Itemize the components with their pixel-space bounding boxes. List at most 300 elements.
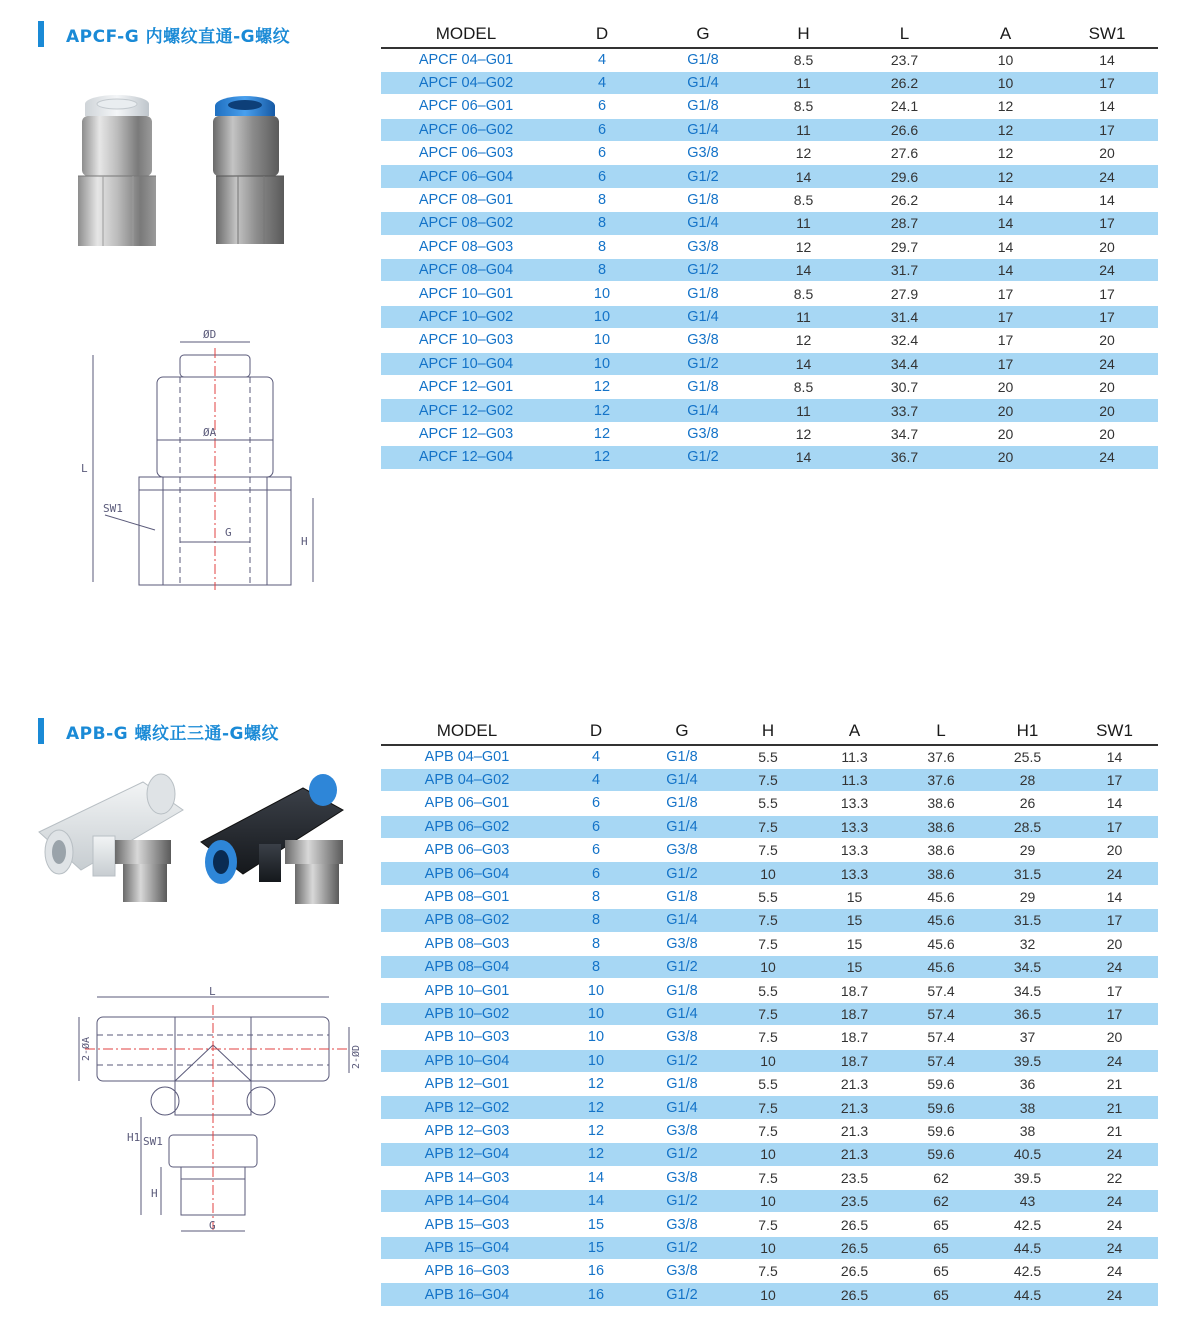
table-cell: 59.6 [898,1143,984,1166]
table-cell: 6 [551,165,653,188]
table-row [381,768,1158,791]
table-cell: 7.5 [725,1026,811,1049]
table-cell: 7.5 [725,1002,811,1025]
table-cell: 14 [955,212,1056,235]
drawing-label-sw1: SW1 [143,1135,163,1148]
table-row [381,305,1158,328]
table-cell: G1/8 [639,1072,725,1095]
table-cell: 11.3 [811,745,898,768]
table-cell: 5.5 [725,885,811,908]
table-cell: 8.5 [753,95,854,118]
table-cell: 5.5 [725,979,811,1002]
table-cell: 4 [551,48,653,71]
table-cell: 21 [1071,1072,1158,1095]
table-cell: G1/4 [639,768,725,791]
table-cell: 45.6 [898,932,984,955]
table-cell: 57.4 [898,1002,984,1025]
table-row [381,932,1158,955]
table-cell: 10 [725,1189,811,1212]
table-cell: 6 [551,142,653,165]
table-cell: G1/2 [639,1189,725,1212]
table-cell: 21.3 [811,1072,898,1095]
table-cell: 34.4 [854,352,955,375]
table-cell: 38 [984,1119,1071,1142]
table-row [381,909,1158,932]
table-cell: 33.7 [854,399,955,422]
table-cell: 59.6 [898,1072,984,1095]
table-cell: G1/2 [639,1283,725,1306]
table-cell: G3/8 [653,142,753,165]
table-row [381,1189,1158,1212]
table-cell: 17 [955,352,1056,375]
table-row [381,235,1158,258]
model-cell: APB 12–G02 [381,1096,553,1119]
table-cell: 45.6 [898,956,984,979]
table-cell: 10 [553,1049,639,1072]
model-cell: APB 08–G03 [381,932,553,955]
table-cell: 29.7 [854,235,955,258]
table-cell: 14 [1056,188,1158,211]
table-cell: 8 [551,188,653,211]
apb-product-photo [33,770,363,910]
table-cell: 20 [955,399,1056,422]
table-cell: 26.5 [811,1260,898,1283]
table-cell: 14 [753,259,854,282]
table-cell: 24 [1071,956,1158,979]
table-cell: 8.5 [753,48,854,71]
table-header-row [381,717,1158,745]
table-row [381,1213,1158,1236]
table-cell: 16 [553,1283,639,1306]
table-cell: G3/8 [639,1260,725,1283]
table-cell: 14 [1071,885,1158,908]
table-cell: 23.7 [854,48,955,71]
table-cell: G3/8 [639,1213,725,1236]
model-cell: APCF 04–G02 [381,71,551,94]
table-cell: 5.5 [725,792,811,815]
section1-header [38,21,290,47]
table-header-row [381,20,1158,48]
model-cell: APCF 12–G04 [381,446,551,469]
table-row [381,1143,1158,1166]
table-cell: 7.5 [725,932,811,955]
table-cell: 28.7 [854,212,955,235]
table-row [381,1002,1158,1025]
model-cell: APB 06–G04 [381,862,553,885]
table-cell: G3/8 [653,329,753,352]
model-cell: APCF 06–G01 [381,95,551,118]
table-cell: 18.7 [811,1026,898,1049]
table-cell: 38.6 [898,839,984,862]
table-row [381,95,1158,118]
table-cell: 37.6 [898,768,984,791]
table-cell: 24 [1056,352,1158,375]
table-cell: 59.6 [898,1096,984,1119]
table-cell: 7.5 [725,1119,811,1142]
table-cell: 43 [984,1189,1071,1212]
table-cell: 6 [551,95,653,118]
table-row [381,1283,1158,1306]
table-row [381,1026,1158,1049]
table-cell: 42.5 [984,1260,1071,1283]
column-header: A [999,23,1012,43]
table-row [381,282,1158,305]
table-cell: 10 [955,48,1056,71]
table-cell: 11 [753,71,854,94]
table-row [381,1166,1158,1189]
table-row [381,1236,1158,1259]
table-cell: 7.5 [725,815,811,838]
table-row [381,792,1158,815]
table-cell: 11 [753,118,854,141]
table-cell: 12 [553,1119,639,1142]
model-cell: APCF 08–G02 [381,212,551,235]
table-cell: 12 [753,142,854,165]
table-cell: G1/8 [639,885,725,908]
table-row [381,839,1158,862]
column-header: D [589,720,603,740]
table-cell: 12 [551,399,653,422]
table-cell: 4 [551,71,653,94]
column-header: MODEL [436,720,498,740]
column-header: H1 [1016,720,1039,740]
model-cell: APB 06–G03 [381,839,553,862]
model-cell: APB 15–G04 [381,1236,553,1259]
table-row [381,1049,1158,1072]
table-cell: 20 [1056,142,1158,165]
table-cell: 12 [553,1072,639,1095]
table-cell: 44.5 [984,1283,1071,1306]
table-cell: 7.5 [725,1096,811,1119]
table-cell: 7.5 [725,1166,811,1189]
table-cell: 10 [553,979,639,1002]
table-cell: 29 [984,839,1071,862]
table-cell: 25.5 [984,745,1071,768]
table-cell: 24 [1071,1049,1158,1072]
table-cell: 12 [551,375,653,398]
table-cell: 10 [725,1143,811,1166]
table-cell: 23.5 [811,1166,898,1189]
table-cell: 8.5 [753,282,854,305]
table-cell: 23.5 [811,1189,898,1212]
table-cell: G1/4 [639,815,725,838]
table-cell: 11 [753,212,854,235]
table-cell: 11.3 [811,768,898,791]
table-row [381,956,1158,979]
table-cell: G1/2 [639,1236,725,1259]
table-cell: G1/8 [653,188,753,211]
table-cell: 36.7 [854,446,955,469]
table-row [381,1072,1158,1095]
drawing-label-h: H [301,535,308,548]
table-cell: G1/8 [639,792,725,815]
model-cell: APB 08–G02 [381,909,553,932]
table-cell: G3/8 [639,1119,725,1142]
table-cell: 10 [553,1002,639,1025]
table-cell: 27.9 [854,282,955,305]
table-row [381,375,1158,398]
table-cell: 14 [1071,745,1158,768]
table-cell: 24.1 [854,95,955,118]
table-cell: 14 [1071,792,1158,815]
table-cell: 17 [1071,909,1158,932]
table-cell: 38.6 [898,862,984,885]
table-cell: 20 [955,422,1056,445]
table-cell: 65 [898,1260,984,1283]
table-cell: 45.6 [898,885,984,908]
table-cell: 37 [984,1026,1071,1049]
table-cell: 8 [551,212,653,235]
model-cell: APB 12–G01 [381,1072,553,1095]
table-cell: G1/2 [639,862,725,885]
model-cell: APB 08–G04 [381,956,553,979]
table-cell: 57.4 [898,1026,984,1049]
model-cell: APB 06–G02 [381,815,553,838]
model-cell: APCF 06–G02 [381,118,551,141]
table-cell: 6 [553,862,639,885]
table-cell: 10 [725,1236,811,1259]
table-row [381,259,1158,282]
table-cell: 12 [551,446,653,469]
table-cell: 5.5 [725,745,811,768]
table-cell: 17 [955,329,1056,352]
table-cell: 24 [1071,862,1158,885]
table-cell: 20 [1056,235,1158,258]
table-cell: 57.4 [898,979,984,1002]
table-cell: 15 [811,909,898,932]
table-cell: 12 [551,422,653,445]
table-cell: 6 [553,839,639,862]
table-cell: 39.5 [984,1049,1071,1072]
table-cell: 10 [553,1026,639,1049]
table-cell: 24 [1071,1283,1158,1306]
drawing-label-h: H [151,1187,158,1200]
table-cell: G1/8 [653,95,753,118]
table-cell: 15 [811,956,898,979]
model-cell: APB 10–G02 [381,1002,553,1025]
table-cell: 15 [553,1213,639,1236]
table-cell: G1/8 [653,48,753,71]
table-cell: 20 [1056,399,1158,422]
table-cell: 22 [1071,1166,1158,1189]
table-cell: 8 [553,932,639,955]
table-cell: G3/8 [653,235,753,258]
drawing-label-oa: ØA [203,426,217,439]
table-cell: 38.6 [898,792,984,815]
table-cell: 8.5 [753,188,854,211]
table-cell: 16 [553,1260,639,1283]
table-cell: 12 [753,235,854,258]
table-cell: G1/2 [653,446,753,469]
column-header: L [936,720,946,740]
table-cell: 14 [955,259,1056,282]
table-cell: 15 [811,932,898,955]
title-accent-bar [38,718,44,744]
table-row [381,862,1158,885]
table-cell: G1/4 [639,1002,725,1025]
table-cell: 57.4 [898,1049,984,1072]
drawing-label-l: L [81,462,88,475]
table-cell: 15 [553,1236,639,1259]
table-cell: G3/8 [639,1166,725,1189]
table-cell: 59.6 [898,1119,984,1142]
table-cell: 20 [955,446,1056,469]
table-cell: 14 [753,352,854,375]
table-cell: 24 [1071,1260,1158,1283]
table-cell: 12 [955,142,1056,165]
table-cell: 20 [1071,932,1158,955]
table-cell: 10 [725,1283,811,1306]
table-cell: 20 [1071,1026,1158,1049]
table-cell: G1/2 [639,956,725,979]
model-cell: APCF 10–G01 [381,282,551,305]
table-cell: 12 [955,165,1056,188]
table-cell: 28.5 [984,815,1071,838]
table-cell: 39.5 [984,1166,1071,1189]
table-cell: 18.7 [811,979,898,1002]
table-row [381,118,1158,141]
drawing-label-g: G [225,526,232,539]
model-cell: APB 10–G03 [381,1026,553,1049]
table-cell: 10 [551,282,653,305]
table-cell: 28 [984,768,1071,791]
table-cell: 34.7 [854,422,955,445]
table-cell: 24 [1056,259,1158,282]
table-row [381,188,1158,211]
model-cell: APB 04–G01 [381,745,553,768]
model-cell: APB 10–G01 [381,979,553,1002]
table-cell: 26.5 [811,1213,898,1236]
table-cell: G1/2 [639,1049,725,1072]
table-cell: 31.5 [984,862,1071,885]
apcf-spec-table [381,20,1158,470]
table-cell: 14 [955,188,1056,211]
table-row [381,422,1158,445]
table-cell: 12 [753,329,854,352]
table-cell: 14 [753,446,854,469]
column-header: G [675,720,689,740]
apb-spec-table [381,717,1158,1307]
table-cell: 31.4 [854,305,955,328]
table-row [381,1119,1158,1142]
table-row [381,885,1158,908]
table-cell: 17 [1056,71,1158,94]
table-cell: G1/4 [653,118,753,141]
drawing-label-sw1: SW1 [103,502,123,515]
table-row [381,446,1158,469]
table-cell: 24 [1056,446,1158,469]
section2-title: APB-G 螺纹正三通-G螺纹 [66,723,280,744]
table-cell: G1/4 [653,305,753,328]
section1-title: APCF-G 内螺纹直通-G螺纹 [66,26,291,47]
table-cell: 34.5 [984,979,1071,1002]
table-cell: 8 [553,909,639,932]
table-cell: 8.5 [753,375,854,398]
table-row [381,1260,1158,1283]
table-cell: 13.3 [811,839,898,862]
table-cell: 45.6 [898,909,984,932]
table-cell: 13.3 [811,815,898,838]
column-header: MODEL [435,23,497,43]
table-cell: 20 [1056,329,1158,352]
table-cell: 17 [955,305,1056,328]
model-cell: APB 12–G04 [381,1143,553,1166]
table-cell: 18.7 [811,1002,898,1025]
table-cell: 31.5 [984,909,1071,932]
column-header: H [797,23,810,43]
table-cell: G1/2 [653,352,753,375]
table-cell: G3/8 [653,422,753,445]
model-cell: APCF 04–G01 [381,48,551,71]
table-cell: 4 [553,745,639,768]
apb-technical-drawing [65,985,365,1245]
column-header: SW1 [1096,720,1133,740]
model-cell: APCF 12–G02 [381,399,551,422]
table-cell: 20 [1056,375,1158,398]
table-cell: 27.6 [854,142,955,165]
model-cell: APB 10–G04 [381,1049,553,1072]
table-cell: 7.5 [725,1260,811,1283]
table-cell: 7.5 [725,768,811,791]
table-cell: G1/4 [653,212,753,235]
model-cell: APB 15–G03 [381,1213,553,1236]
table-cell: 10 [725,956,811,979]
table-row [381,142,1158,165]
table-cell: G1/2 [653,165,753,188]
table-cell: 26.5 [811,1236,898,1259]
table-cell: 29.6 [854,165,955,188]
table-cell: 14 [1056,95,1158,118]
model-cell: APCF 10–G03 [381,329,551,352]
table-row [381,329,1158,352]
table-cell: 14 [553,1166,639,1189]
model-cell: APB 06–G01 [381,792,553,815]
table-cell: 38.6 [898,815,984,838]
table-cell: 17 [1056,305,1158,328]
table-cell: 10 [725,862,811,885]
column-header: H [761,720,775,740]
drawing-label-h1: H1 [127,1131,141,1144]
table-cell: 11 [753,399,854,422]
model-cell: APB 04–G02 [381,768,553,791]
table-cell: 7.5 [725,1213,811,1236]
model-cell: APCF 08–G04 [381,259,551,282]
table-cell: G3/8 [639,839,725,862]
model-cell: APCF 08–G03 [381,235,551,258]
column-header: SW1 [1088,23,1126,43]
apcf-technical-drawing [75,320,325,595]
table-cell: 12 [955,95,1056,118]
table-cell: G1/4 [653,399,753,422]
table-row [381,745,1158,768]
table-cell: 30.7 [854,375,955,398]
table-cell: 65 [898,1213,984,1236]
table-cell: 17 [1056,118,1158,141]
table-row [381,352,1158,375]
table-cell: 32.4 [854,329,955,352]
table-cell: 21 [1071,1119,1158,1142]
model-cell: APCF 08–G01 [381,188,551,211]
table-cell: 8 [551,259,653,282]
model-cell: APB 14–G03 [381,1166,553,1189]
table-cell: G1/4 [639,1096,725,1119]
table-cell: 38 [984,1096,1071,1119]
table-cell: 7.5 [725,839,811,862]
drawing-label-2oa: 2-ØA [81,1036,92,1061]
table-cell: 40.5 [984,1143,1071,1166]
model-cell: APCF 10–G02 [381,305,551,328]
table-cell: G1/4 [653,71,753,94]
